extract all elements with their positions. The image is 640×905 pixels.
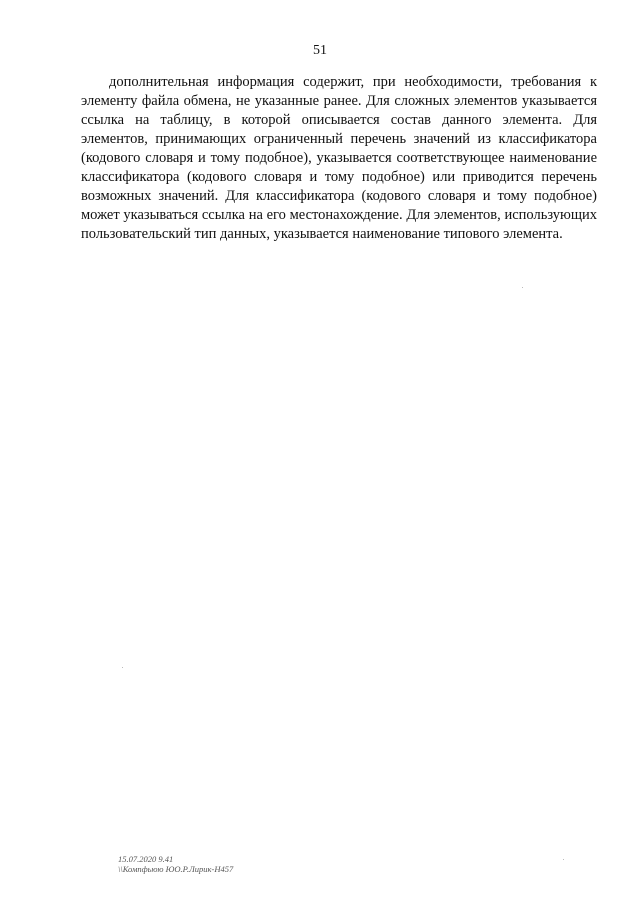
page-number: 51 xyxy=(313,43,327,58)
footer-timestamp: 15.07.2020 9.41 xyxy=(118,854,174,864)
body-paragraph: дополнительная информация содержит, при необходимости, требования к элементу файла обмена, не указанные ранее. Для сложных элементов указывается ссылка на таблицу, в которой описывается состав данного элемента. Для элементов, принимающих ограниченный перечень значений из классификатора (кодового словаря и тому подобное), указывается соответствующее наименование классификатора (кодового словаря и тому подобное) или приводится перечень возможных значений. Для классификатора (кодового словаря и тому подобное) может указываться ссылка на его местонахождение. Для элементов, использующих пользовательский тип данных, указывается наименование типового элемента. xyxy=(81,74,597,242)
scan-speck xyxy=(522,287,523,288)
scan-speck xyxy=(122,667,123,668)
footer-document-ref: \\Компфьюю ЮО.Р.Лирик-Н457 xyxy=(118,864,234,874)
footer-stamp xyxy=(118,854,233,874)
scan-speck xyxy=(563,859,564,860)
